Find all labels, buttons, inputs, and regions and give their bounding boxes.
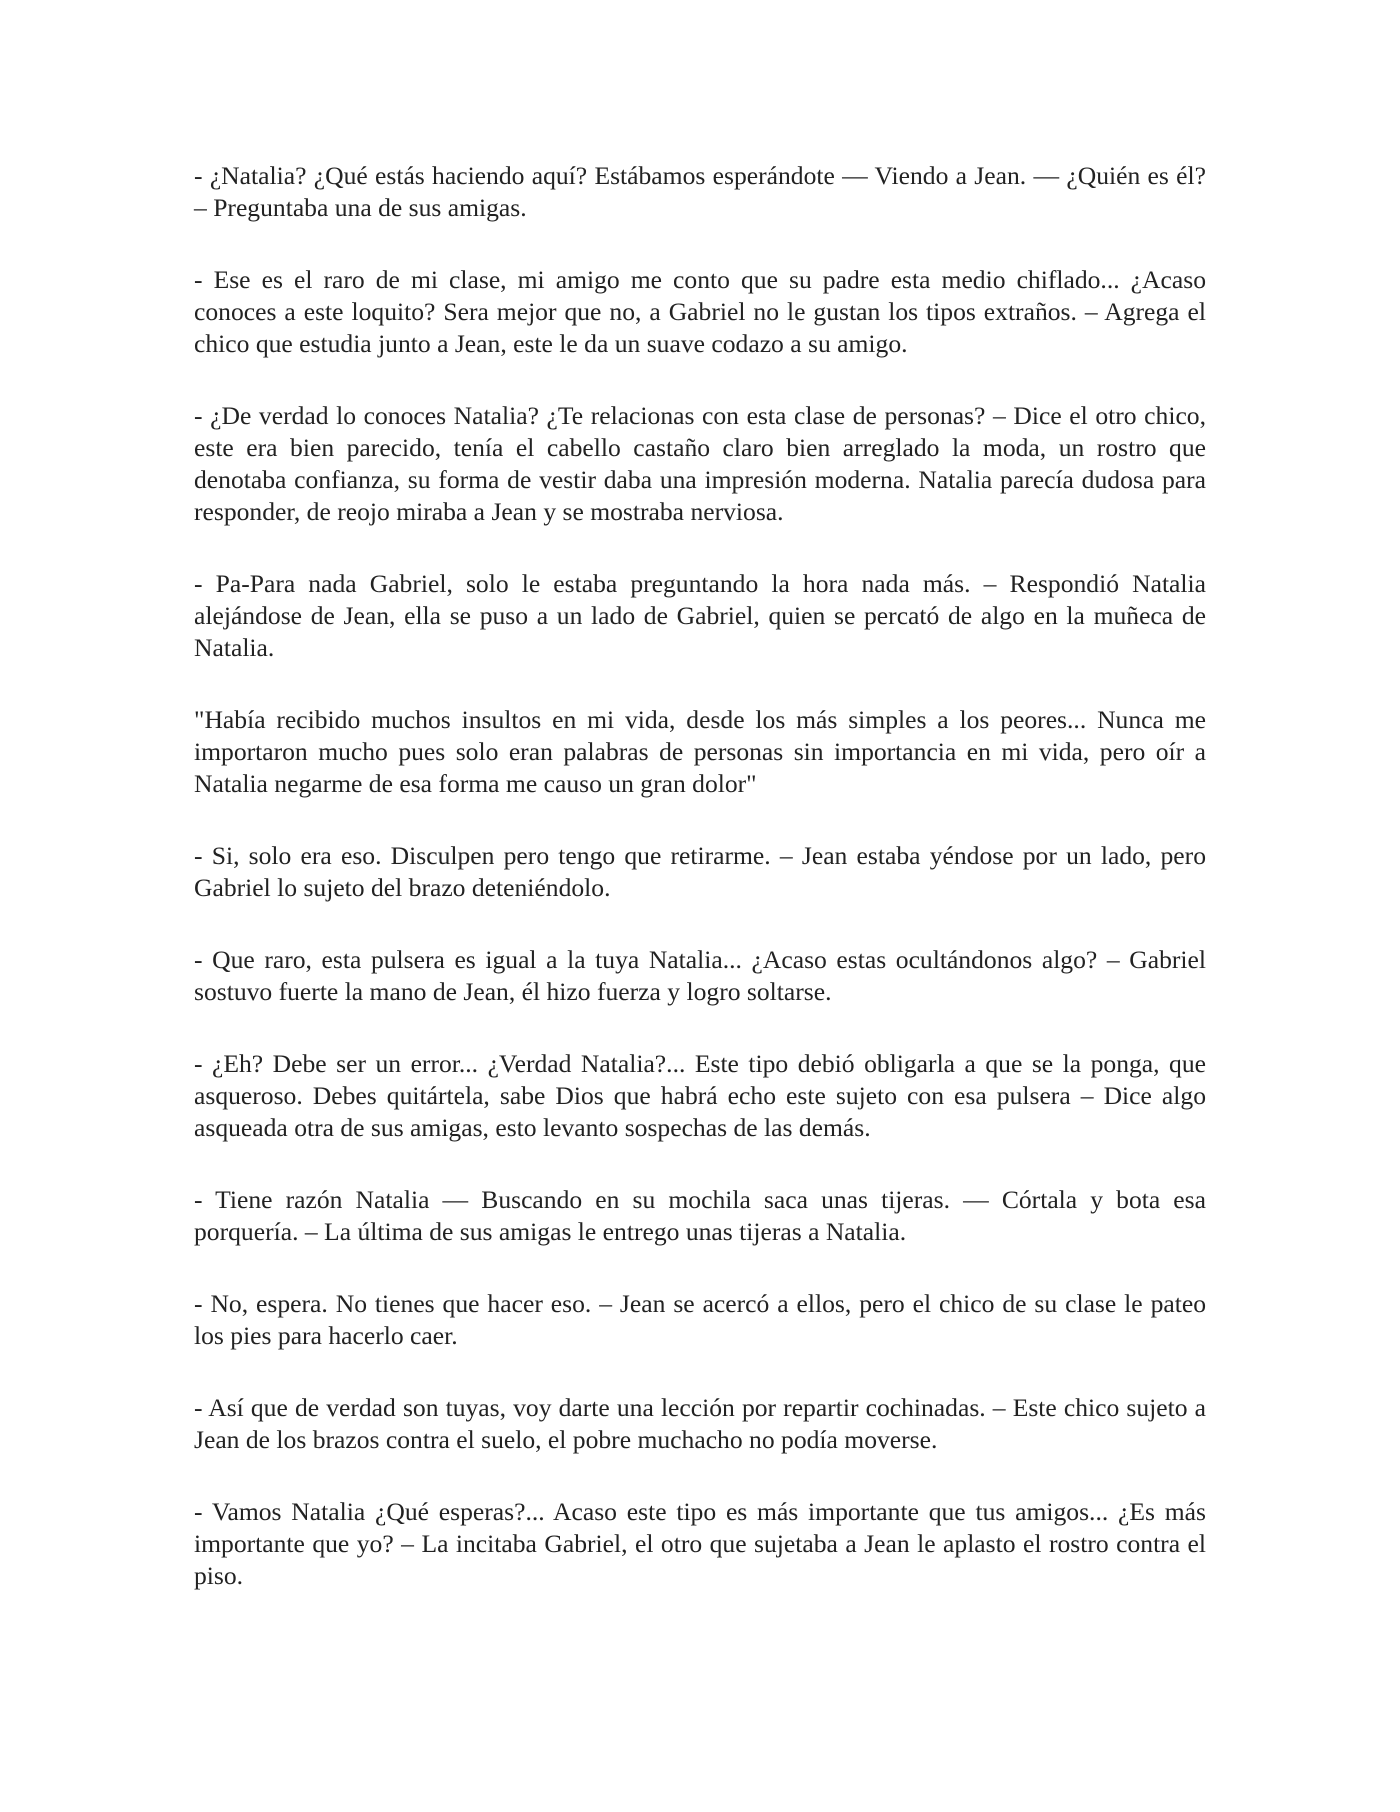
text-column <box>194 160 1206 1632</box>
paragraph: "Había recibido muchos insultos en mi vida, desde los más simples a los peores... Nunca me importaron mucho pues solo eran palabras de personas sin importancia en mi vida, pero oír a Natalia negarme de esa forma me causo un gran dolor" <box>194 705 1206 798</box>
paragraph: - ¿De verdad lo conoces Natalia? ¿Te relacionas con esta clase de personas? – Dice el otro chico, este era bien parecido, tenía el cabello castaño claro bien arreglado la moda, un rostro que denotaba confianza, su forma de vestir daba una impresión moderna. Natalia parecía dudosa para responder, de reojo miraba a Jean y se mostraba nerviosa. <box>194 401 1206 526</box>
paragraph: - Tiene razón Natalia — Buscando en su mochila saca unas tijeras. — Córtala y bota esa porquería. – La última de sus amigas le entrego unas tijeras a Natalia. <box>194 1185 1206 1246</box>
paragraph: - Pa-Para nada Gabriel, solo le estaba preguntando la hora nada más. – Respondió Natalia alejándose de Jean, ella se puso a un lado de Gabriel, quien se percató de algo en la muñeca de Natalia. <box>194 569 1206 662</box>
paragraph: - Vamos Natalia ¿Qué esperas?... Acaso este tipo es más importante que tus amigos... ¿Es más importante que yo? – La incitaba Gabriel, el otro que sujetaba a Jean le aplasto el rostro contra el piso. <box>194 1497 1206 1590</box>
paragraph: - Que raro, esta pulsera es igual a la tuya Natalia... ¿Acaso estas ocultándonos algo? – Gabriel sostuvo fuerte la mano de Jean, él hizo fuerza y logro soltarse. <box>194 945 1206 1006</box>
paragraph: - ¿Natalia? ¿Qué estás haciendo aquí? Estábamos esperándote — Viendo a Jean. — ¿Quién es él? – Preguntaba una de sus amigas. <box>194 161 1206 222</box>
paragraph: - Así que de verdad son tuyas, voy darte una lección por repartir cochinadas. – Este chico sujeto a Jean de los brazos contra el suelo, el pobre muchacho no podía moverse. <box>194 1393 1206 1454</box>
paragraph: - No, espera. No tienes que hacer eso. – Jean se acercó a ellos, pero el chico de su clase le pateo los pies para hacerlo caer. <box>194 1289 1206 1350</box>
paragraph: - Ese es el raro de mi clase, mi amigo me conto que su padre esta medio chiflado... ¿Acaso conoces a este loquito? Sera mejor que no, a Gabriel no le gustan los tipos extraños. – Agrega el chico que estudia junto a Jean, este le da un suave codazo a su amigo. <box>194 265 1206 358</box>
paragraph: - Si, solo era eso. Disculpen pero tengo que retirarme. – Jean estaba yéndose por un lado, pero Gabriel lo sujeto del brazo deteniéndolo. <box>194 841 1206 902</box>
paragraph: - ¿Eh? Debe ser un error... ¿Verdad Natalia?... Este tipo debió obligarla a que se la ponga, que asqueroso. Debes quitártela, sabe Dios que habrá echo este sujeto con esa pulsera – Dice algo asqueada otra de sus amigas, esto levanto sospechas de las demás. <box>194 1049 1206 1142</box>
